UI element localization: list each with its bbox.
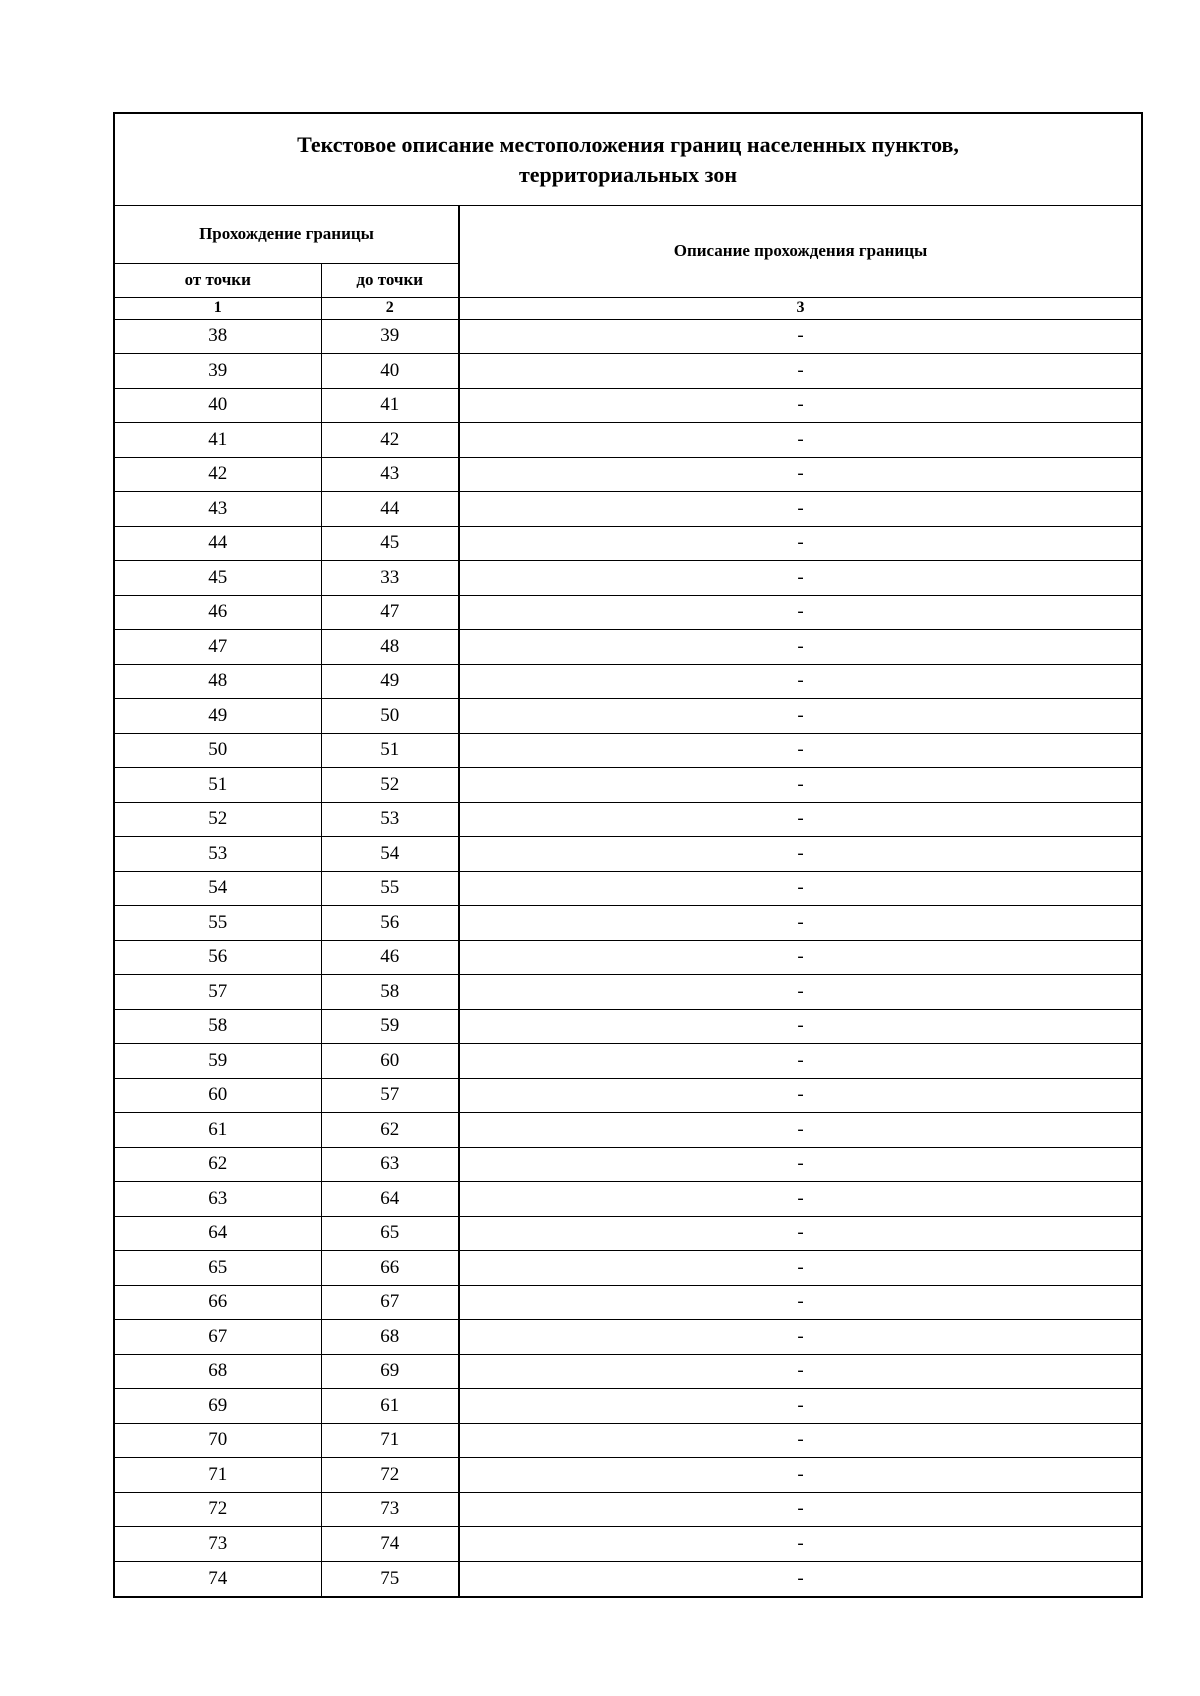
description-cell: - bbox=[459, 699, 1141, 734]
from-point-cell: 46 bbox=[115, 595, 321, 630]
column-number-1: 1 bbox=[115, 297, 321, 319]
table-row bbox=[115, 1251, 1141, 1286]
description-cell: - bbox=[459, 1251, 1141, 1286]
description-cell: - bbox=[459, 1320, 1141, 1355]
table-row bbox=[115, 526, 1141, 561]
boundary-description-sheet bbox=[113, 112, 1143, 1598]
description-cell: - bbox=[459, 1113, 1141, 1148]
to-point-cell: 39 bbox=[321, 319, 459, 354]
to-point-cell: 53 bbox=[321, 802, 459, 837]
table-row bbox=[115, 1320, 1141, 1355]
description-cell: - bbox=[459, 1285, 1141, 1320]
description-cell: - bbox=[459, 1389, 1141, 1424]
description-cell: - bbox=[459, 1009, 1141, 1044]
to-point-cell: 73 bbox=[321, 1492, 459, 1527]
to-point-cell: 46 bbox=[321, 940, 459, 975]
document-title-line-2: территориальных зон bbox=[518, 161, 738, 187]
to-point-cell: 42 bbox=[321, 423, 459, 458]
to-point-cell: 60 bbox=[321, 1044, 459, 1079]
table-row bbox=[115, 871, 1141, 906]
from-point-cell: 69 bbox=[115, 1389, 321, 1424]
from-point-cell: 56 bbox=[115, 940, 321, 975]
description-cell: - bbox=[459, 492, 1141, 527]
from-point-cell: 57 bbox=[115, 975, 321, 1010]
description-cell: - bbox=[459, 906, 1141, 941]
to-point-cell: 69 bbox=[321, 1354, 459, 1389]
description-cell: - bbox=[459, 388, 1141, 423]
table-row bbox=[115, 1182, 1141, 1217]
to-point-cell: 68 bbox=[321, 1320, 459, 1355]
table-row bbox=[115, 1389, 1141, 1424]
table-row bbox=[115, 733, 1141, 768]
description-cell: - bbox=[459, 802, 1141, 837]
table-row bbox=[115, 940, 1141, 975]
to-point-cell: 64 bbox=[321, 1182, 459, 1217]
from-point-cell: 64 bbox=[115, 1216, 321, 1251]
table-row bbox=[115, 1492, 1141, 1527]
from-point-cell: 48 bbox=[115, 664, 321, 699]
from-point-cell: 55 bbox=[115, 906, 321, 941]
description-cell: - bbox=[459, 526, 1141, 561]
from-point-cell: 52 bbox=[115, 802, 321, 837]
boundary-table bbox=[115, 206, 1141, 1596]
to-point-cell: 61 bbox=[321, 1389, 459, 1424]
from-point-cell: 61 bbox=[115, 1113, 321, 1148]
description-cell: - bbox=[459, 630, 1141, 665]
description-cell: - bbox=[459, 768, 1141, 803]
description-cell: - bbox=[459, 1492, 1141, 1527]
from-point-cell: 45 bbox=[115, 561, 321, 596]
to-point-cell: 67 bbox=[321, 1285, 459, 1320]
table-header bbox=[115, 206, 1141, 319]
table-row bbox=[115, 1009, 1141, 1044]
to-point-cell: 40 bbox=[321, 354, 459, 389]
description-cell: - bbox=[459, 1044, 1141, 1079]
to-point-cell: 56 bbox=[321, 906, 459, 941]
description-cell: - bbox=[459, 940, 1141, 975]
table-row bbox=[115, 664, 1141, 699]
from-point-cell: 58 bbox=[115, 1009, 321, 1044]
table-row bbox=[115, 1458, 1141, 1493]
header-to-point: до точки bbox=[321, 263, 459, 297]
to-point-cell: 65 bbox=[321, 1216, 459, 1251]
to-point-cell: 54 bbox=[321, 837, 459, 872]
document-title-line-1: Текстовое описание местоположения границ населенных пунктов, bbox=[297, 131, 959, 157]
from-point-cell: 44 bbox=[115, 526, 321, 561]
table-row bbox=[115, 492, 1141, 527]
to-point-cell: 62 bbox=[321, 1113, 459, 1148]
from-point-cell: 49 bbox=[115, 699, 321, 734]
table-row bbox=[115, 595, 1141, 630]
from-point-cell: 63 bbox=[115, 1182, 321, 1217]
from-point-cell: 47 bbox=[115, 630, 321, 665]
table-row bbox=[115, 319, 1141, 354]
table-row bbox=[115, 837, 1141, 872]
table-row bbox=[115, 1216, 1141, 1251]
from-point-cell: 70 bbox=[115, 1423, 321, 1458]
from-point-cell: 40 bbox=[115, 388, 321, 423]
table-row bbox=[115, 561, 1141, 596]
header-from-point: от точки bbox=[115, 263, 321, 297]
description-cell: - bbox=[459, 423, 1141, 458]
from-point-cell: 50 bbox=[115, 733, 321, 768]
to-point-cell: 33 bbox=[321, 561, 459, 596]
from-point-cell: 73 bbox=[115, 1527, 321, 1562]
from-point-cell: 39 bbox=[115, 354, 321, 389]
from-point-cell: 54 bbox=[115, 871, 321, 906]
from-point-cell: 67 bbox=[115, 1320, 321, 1355]
to-point-cell: 52 bbox=[321, 768, 459, 803]
description-cell: - bbox=[459, 1561, 1141, 1596]
to-point-cell: 58 bbox=[321, 975, 459, 1010]
table-row bbox=[115, 1113, 1141, 1148]
table-row bbox=[115, 906, 1141, 941]
table-row bbox=[115, 1423, 1141, 1458]
from-point-cell: 59 bbox=[115, 1044, 321, 1079]
table-row bbox=[115, 802, 1141, 837]
document-title bbox=[115, 114, 1141, 206]
column-number-row bbox=[115, 297, 1141, 319]
header-boundary-passage: Прохождение границы bbox=[115, 206, 459, 263]
table-row bbox=[115, 1044, 1141, 1079]
to-point-cell: 75 bbox=[321, 1561, 459, 1596]
table-row bbox=[115, 1561, 1141, 1596]
table-row bbox=[115, 457, 1141, 492]
to-point-cell: 41 bbox=[321, 388, 459, 423]
from-point-cell: 74 bbox=[115, 1561, 321, 1596]
to-point-cell: 47 bbox=[321, 595, 459, 630]
to-point-cell: 51 bbox=[321, 733, 459, 768]
table-row bbox=[115, 1147, 1141, 1182]
to-point-cell: 57 bbox=[321, 1078, 459, 1113]
to-point-cell: 72 bbox=[321, 1458, 459, 1493]
to-point-cell: 74 bbox=[321, 1527, 459, 1562]
description-cell: - bbox=[459, 1147, 1141, 1182]
table-row bbox=[115, 768, 1141, 803]
to-point-cell: 59 bbox=[321, 1009, 459, 1044]
table-row bbox=[115, 388, 1141, 423]
column-number-2: 2 bbox=[321, 297, 459, 319]
description-cell: - bbox=[459, 1216, 1141, 1251]
description-cell: - bbox=[459, 975, 1141, 1010]
to-point-cell: 71 bbox=[321, 1423, 459, 1458]
column-number-3: 3 bbox=[459, 297, 1141, 319]
to-point-cell: 63 bbox=[321, 1147, 459, 1182]
from-point-cell: 71 bbox=[115, 1458, 321, 1493]
to-point-cell: 49 bbox=[321, 664, 459, 699]
header-boundary-description: Описание прохождения границы bbox=[459, 206, 1141, 297]
description-cell: - bbox=[459, 1354, 1141, 1389]
description-cell: - bbox=[459, 1182, 1141, 1217]
description-cell: - bbox=[459, 319, 1141, 354]
from-point-cell: 38 bbox=[115, 319, 321, 354]
description-cell: - bbox=[459, 1078, 1141, 1113]
to-point-cell: 55 bbox=[321, 871, 459, 906]
table-row bbox=[115, 1527, 1141, 1562]
from-point-cell: 62 bbox=[115, 1147, 321, 1182]
description-cell: - bbox=[459, 457, 1141, 492]
description-cell: - bbox=[459, 1458, 1141, 1493]
from-point-cell: 68 bbox=[115, 1354, 321, 1389]
from-point-cell: 65 bbox=[115, 1251, 321, 1286]
description-cell: - bbox=[459, 837, 1141, 872]
description-cell: - bbox=[459, 561, 1141, 596]
from-point-cell: 72 bbox=[115, 1492, 321, 1527]
description-cell: - bbox=[459, 1423, 1141, 1458]
description-cell: - bbox=[459, 871, 1141, 906]
from-point-cell: 41 bbox=[115, 423, 321, 458]
table-row bbox=[115, 1285, 1141, 1320]
table-row bbox=[115, 423, 1141, 458]
description-cell: - bbox=[459, 733, 1141, 768]
table-row bbox=[115, 699, 1141, 734]
table-row bbox=[115, 1078, 1141, 1113]
from-point-cell: 42 bbox=[115, 457, 321, 492]
to-point-cell: 66 bbox=[321, 1251, 459, 1286]
to-point-cell: 43 bbox=[321, 457, 459, 492]
table-body bbox=[115, 319, 1141, 1596]
table-row bbox=[115, 1354, 1141, 1389]
description-cell: - bbox=[459, 1527, 1141, 1562]
from-point-cell: 53 bbox=[115, 837, 321, 872]
to-point-cell: 48 bbox=[321, 630, 459, 665]
from-point-cell: 60 bbox=[115, 1078, 321, 1113]
from-point-cell: 66 bbox=[115, 1285, 321, 1320]
to-point-cell: 50 bbox=[321, 699, 459, 734]
table-row bbox=[115, 975, 1141, 1010]
from-point-cell: 43 bbox=[115, 492, 321, 527]
description-cell: - bbox=[459, 595, 1141, 630]
to-point-cell: 45 bbox=[321, 526, 459, 561]
table-row bbox=[115, 630, 1141, 665]
table-row bbox=[115, 354, 1141, 389]
document-title-text bbox=[297, 130, 959, 190]
description-cell: - bbox=[459, 664, 1141, 699]
description-cell: - bbox=[459, 354, 1141, 389]
to-point-cell: 44 bbox=[321, 492, 459, 527]
from-point-cell: 51 bbox=[115, 768, 321, 803]
